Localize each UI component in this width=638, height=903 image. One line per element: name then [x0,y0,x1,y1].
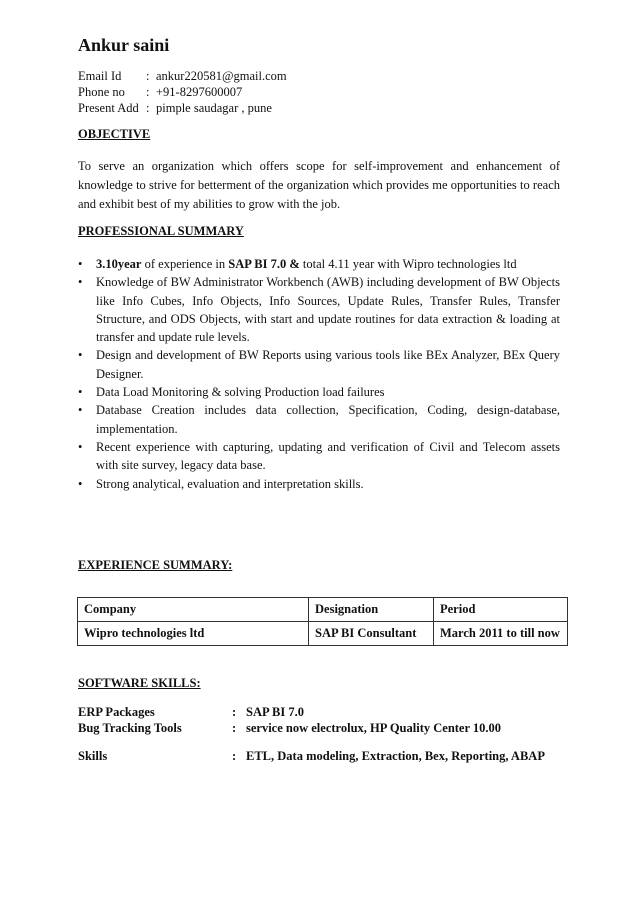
summary-text: Database Creation includes data collection, Specification, Coding, design-database, implementation. [96,403,560,436]
experience-table [77,597,568,646]
professional-summary-heading: PROFESSIONAL SUMMARY [78,224,244,238]
skill-key: Bug Tracking Tools [78,721,182,735]
skill-separator: : [232,721,237,735]
summary-text: Strong analytical, evaluation and interpretation skills. [96,476,364,491]
experience-years: 3.10year [96,257,142,271]
list-item [78,401,560,438]
summary-text: Recent experience with capturing, updating and verification of Civil and Telecom assets with site survey, legacy data base. [96,439,560,473]
list-item [78,273,560,346]
bullet-icon: • [78,476,83,491]
skill-value: service now electrolux, HP Quality Center 10.00 [246,721,502,735]
bullet-icon: • [78,257,83,271]
summary-text: Knowledge of BW Administrator Workbench (AWB) including development of BW Objects like Info Cubes, Info Objects, Info Sources, Update Rules, Transfer Rules, Transfer Structure, and ODS Objects, with start and update routines for data extraction & loading at transfer and update rule levels. [96,275,560,345]
contact-address [78,100,272,116]
table-cell: Wipro technologies ltd [78,622,309,646]
contact-label: Present Add [78,101,139,115]
contact-value: +91-8297600007 [156,85,243,99]
list-item [78,383,560,401]
contact-separator: : [146,101,150,115]
contact-label: Phone no [78,85,125,99]
objective-heading: OBJECTIVE [78,127,151,141]
table-cell: SAP BI Consultant [309,622,434,646]
list-item [78,255,560,273]
contact-separator: : [146,69,150,83]
table-header-cell: Period [434,598,568,622]
table-row [78,622,568,646]
skill-value: SAP BI 7.0 [246,705,305,719]
objective-text: To serve an organization which offers scope for self-improvement and enhancement of knowledge to strive for betterment of the organization which provides me opportunities to reach and exhibit best of my abilities to grow with the job. [78,159,560,211]
table-header-row [78,598,568,622]
summary-text: of experience in [141,257,229,271]
bullet-icon: • [78,275,83,290]
summary-text: Data Load Monitoring & solving Production load failures [96,385,385,400]
software-skills-heading: SOFTWARE SKILLS: [78,676,201,690]
contact-email [78,68,287,84]
professional-summary-list [78,255,560,493]
skill-row-skills [78,749,545,764]
summary-text: Design and development of BW Reports using various tools like BEx Analyzer, BEx Query Designer. [96,348,560,381]
experience-summary-heading: EXPERIENCE SUMMARY: [78,558,233,572]
contact-phone [78,84,242,100]
table-header-cell: Designation [309,598,434,622]
bullet-icon: • [78,385,83,400]
list-item [78,438,560,475]
table-cell: March 2011 to till now [434,622,568,646]
contact-value: pimple saudagar , pune [156,101,272,115]
contact-separator: : [146,85,150,99]
sap-version: SAP BI 7.0 & [228,257,300,271]
skill-row-bug-tracking [78,721,501,736]
skill-value: ETL, Data modeling, Extraction, Bex, Reporting, ABAP [246,749,545,763]
list-item [78,346,560,383]
bullet-icon: • [78,439,83,454]
list-item [78,475,560,493]
skill-separator: : [232,749,237,763]
summary-text: total 4.11 year with Wipro technologies ltd [299,257,517,271]
skill-key: ERP Packages [78,705,155,719]
bullet-icon: • [78,403,83,418]
contact-value: ankur220581@gmail.com [156,69,287,83]
table-header-cell: Company [78,598,309,622]
candidate-name: Ankur saini [78,35,170,55]
contact-label: Email Id [78,69,122,83]
skill-separator: : [232,705,237,719]
bullet-icon: • [78,348,83,363]
skill-row-erp [78,705,304,720]
skill-key: Skills [78,749,108,763]
